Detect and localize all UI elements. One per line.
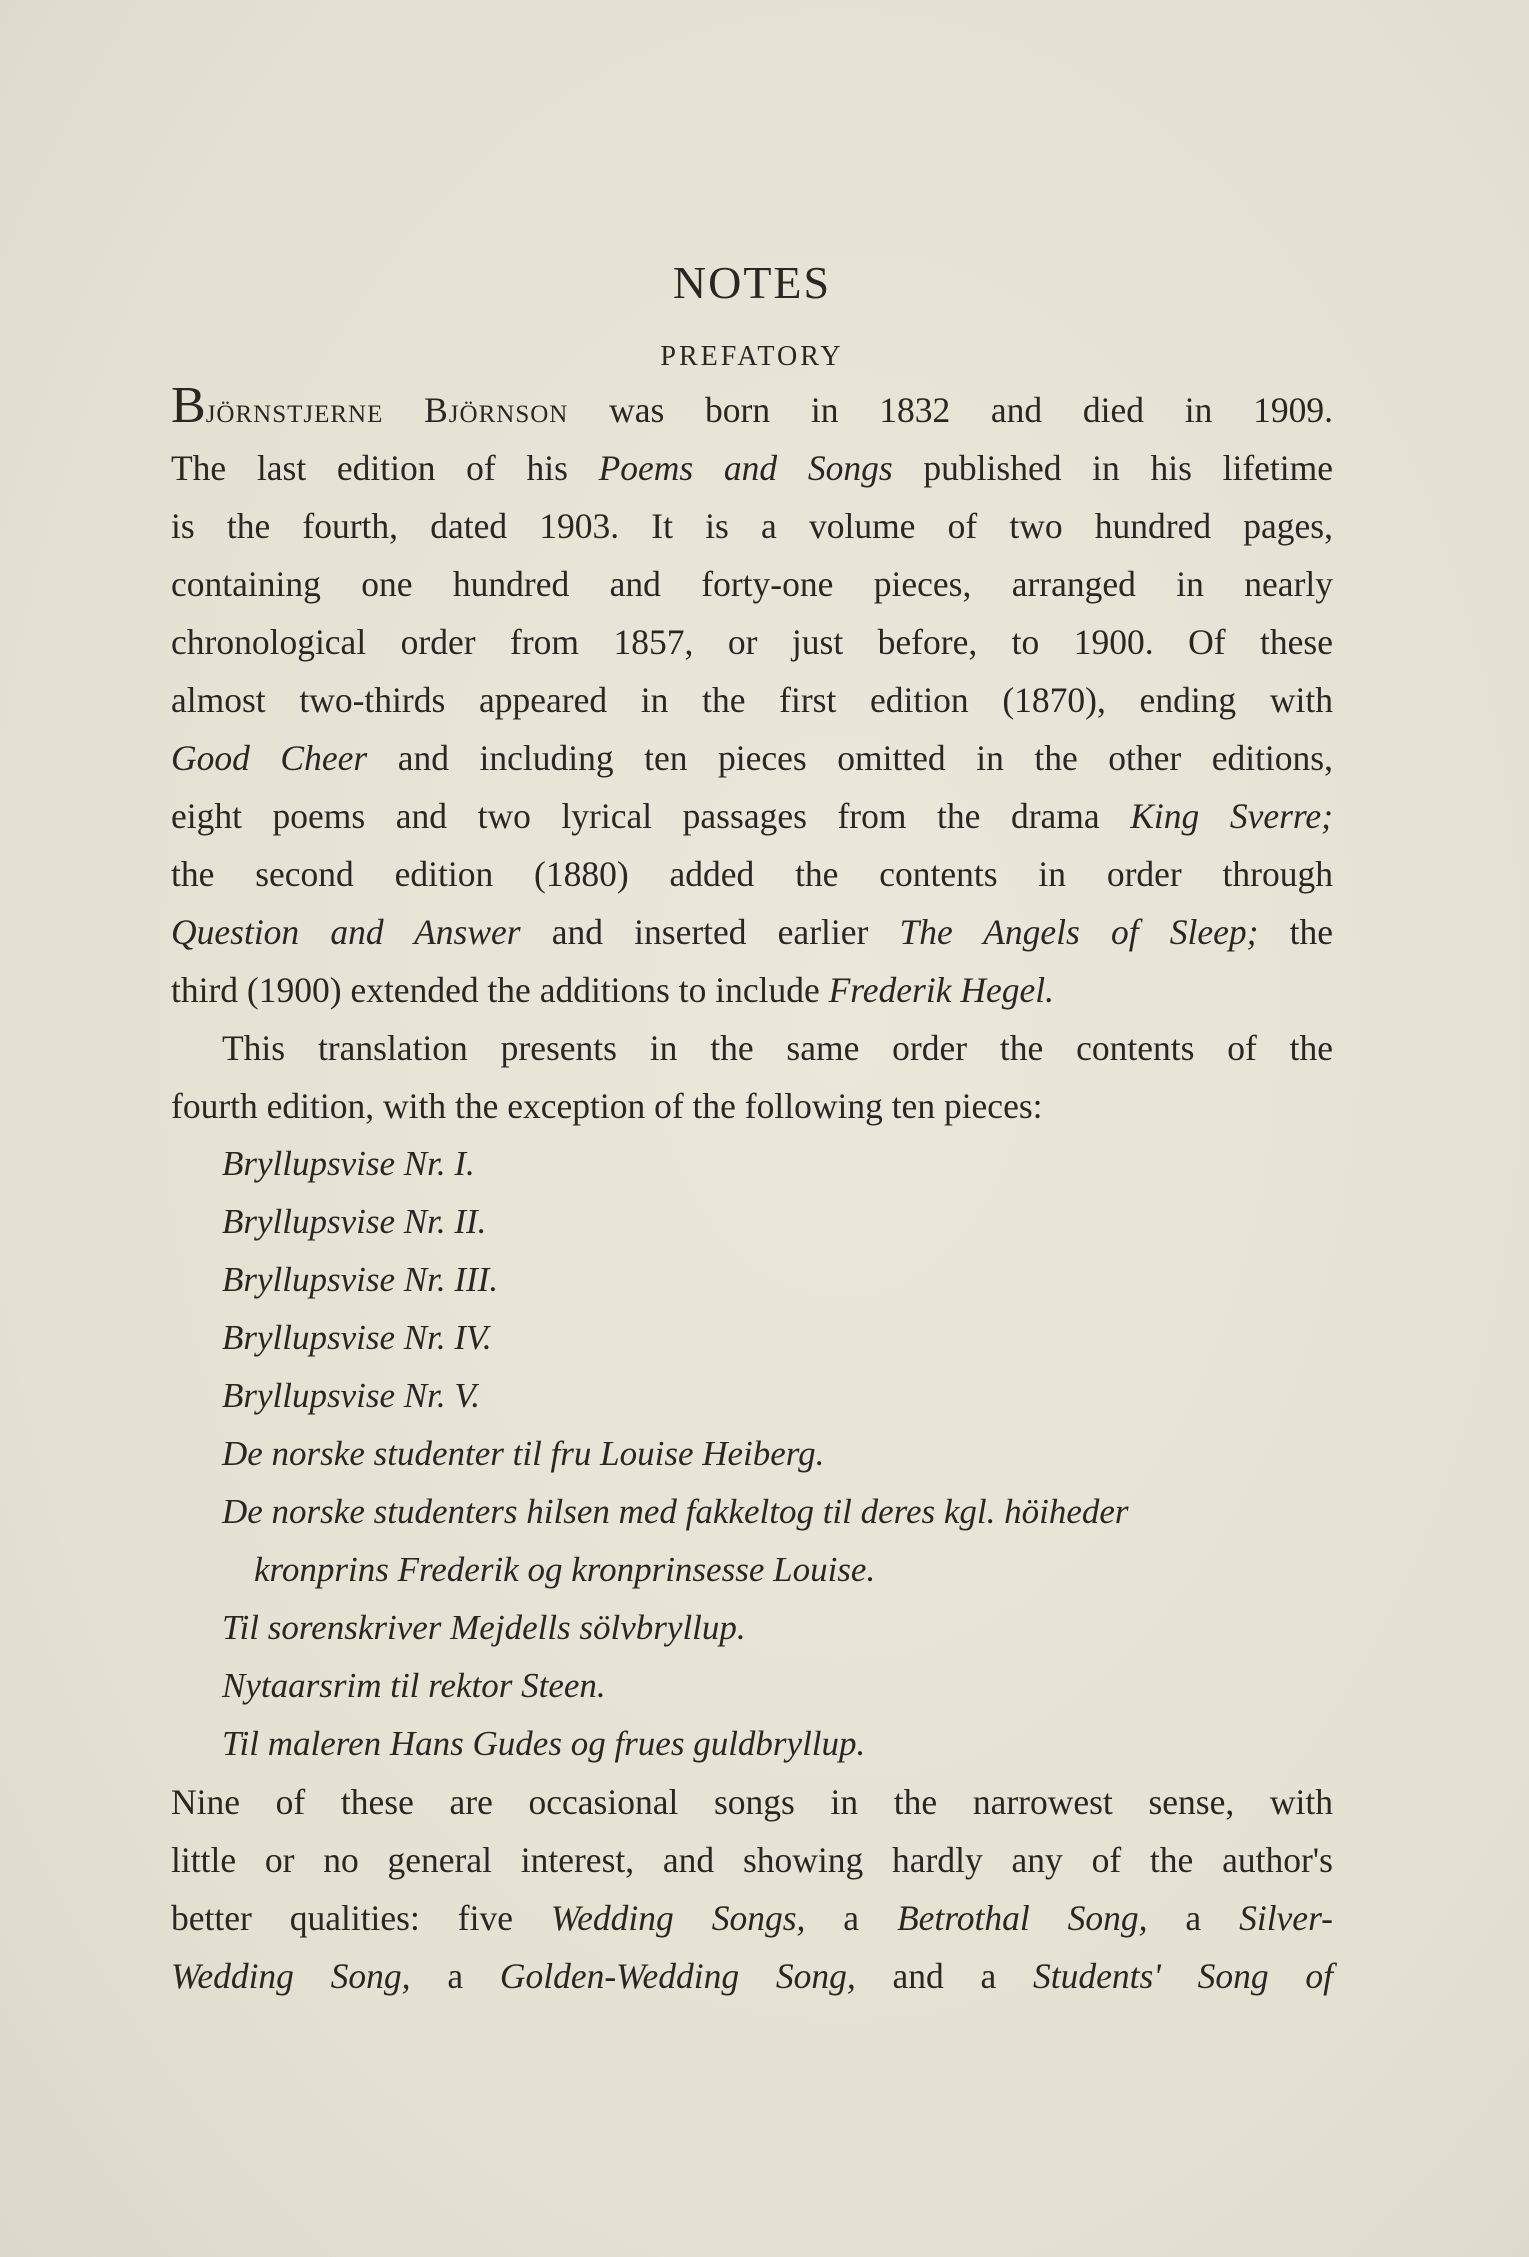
text-line — [171, 787, 1333, 845]
text-line: is the fourth, dated 1903. It is a volume of two hundred pages, — [171, 506, 1333, 546]
work-title: Poems and Songs — [598, 448, 893, 488]
list-item: Bryllupsvise Nr. III. — [222, 1260, 499, 1299]
list-item: De norske studenters hilsen med fakkeltog til deres kgl. höiheder — [222, 1492, 1129, 1531]
work-title: Students' Song of — [1032, 1956, 1333, 1996]
text-span: a — [1147, 1898, 1240, 1938]
paragraph-prefatory — [171, 377, 1334, 1019]
text-span: The last edition of his — [171, 448, 599, 488]
list-item: Bryllupsvise Nr. I. — [222, 1144, 475, 1183]
text-span: published in his lifetime — [892, 448, 1333, 488]
paragraph-translation — [171, 1019, 1333, 1135]
text-line: fourth edition, with the exception of the following ten pieces: — [171, 1086, 1043, 1126]
text-span: a — [410, 1956, 500, 1996]
text-span: and including ten pieces omitted in the other editions, — [367, 738, 1333, 778]
text-line: almost two-thirds appeared in the first edition (1870), ending with — [171, 680, 1333, 720]
text-line — [171, 1947, 1333, 2005]
list-item: Nytaarsrim til rektor Steen. — [222, 1666, 606, 1705]
list-item: Bryllupsvise Nr. II. — [222, 1202, 487, 1241]
drop-cap: B — [171, 377, 206, 434]
list-item: Bryllupsvise Nr. V. — [222, 1376, 480, 1415]
list-item: Til maleren Hans Gudes og frues guldbryllup. — [222, 1724, 866, 1763]
text-line — [171, 439, 1333, 497]
work-title: The Angels of Sleep; — [899, 912, 1259, 952]
work-title: Frederik Hegel. — [828, 970, 1054, 1010]
text-span: better qualities: five — [171, 1898, 551, 1938]
work-title: Good Cheer — [171, 738, 368, 778]
omitted-pieces-list — [171, 1135, 1333, 1773]
page-title: NOTES — [672, 257, 832, 308]
author-name-last: Björnson — [424, 390, 569, 430]
work-title: Betrothal Song, — [896, 1898, 1148, 1938]
text-span: eight poems and two lyrical passages from the drama — [171, 796, 1131, 836]
text-line — [171, 961, 1333, 1019]
list-item: Bryllupsvise Nr. IV. — [222, 1318, 492, 1357]
text-line: little or no general interest, and showing hardly any of the author's — [171, 1840, 1333, 1880]
work-title: King Sverre; — [1130, 796, 1333, 836]
text-line — [171, 729, 1333, 787]
list-item: Til sorenskriver Mejdells sölvbryllup. — [222, 1608, 746, 1647]
section-heading: PREFATORY — [660, 341, 844, 372]
text-line — [171, 903, 1333, 961]
text-line: chronological order from 1857, or just before, to 1900. Of these — [171, 622, 1333, 662]
text-line — [171, 1889, 1333, 1947]
notes-text — [171, 255, 1333, 2005]
work-title: Question and Answer — [171, 912, 521, 952]
text-span: and inserted earlier — [520, 912, 900, 952]
author-name-first: jörnstjerne — [205, 390, 384, 430]
text-span: a — [805, 1898, 897, 1938]
text-line — [171, 377, 1334, 439]
paragraph-occasional — [171, 1773, 1333, 2005]
list-item-continuation: kronprins Frederik og kronprinsesse Louise. — [254, 1550, 876, 1589]
work-title: Wedding Songs, — [550, 1898, 806, 1938]
text-line: containing one hundred and forty-one pieces, arranged in nearly — [171, 564, 1333, 604]
work-title: Golden-Wedding Song, — [499, 1956, 856, 1996]
text-line: Nine of these are occasional songs in the narrowest sense, with — [171, 1782, 1333, 1822]
text-span: and a — [855, 1956, 1033, 1996]
text-span: the — [1258, 912, 1333, 952]
work-title: Wedding Song, — [171, 1956, 411, 1996]
text-span: was born in 1832 and died in 1909. — [609, 390, 1334, 430]
work-title: Silver- — [1239, 1898, 1333, 1938]
text-line: This translation presents in the same order the contents of the — [222, 1028, 1333, 1068]
list-item: De norske studenter til fru Louise Heiberg. — [222, 1434, 825, 1473]
text-line: the second edition (1880) added the contents in order through — [171, 854, 1333, 894]
text-span: third (1900) extended the additions to include — [171, 970, 829, 1010]
